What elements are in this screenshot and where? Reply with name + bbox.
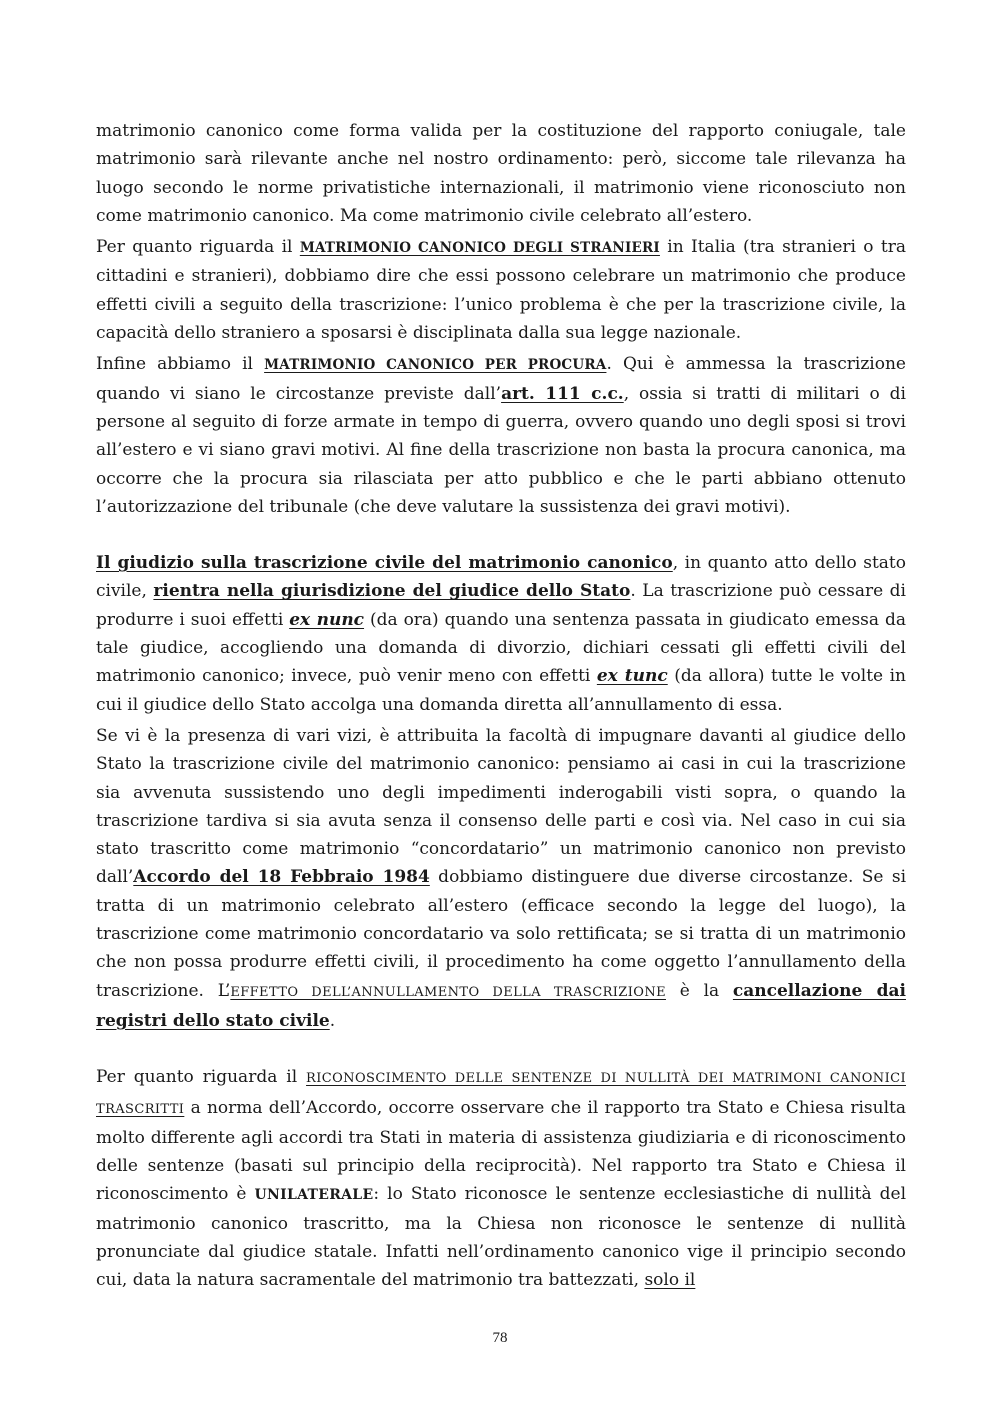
term-unilaterale: UNILATERALE	[254, 1187, 374, 1204]
page-body	[96, 117, 906, 1295]
term-ex-tunc: ex tunc	[596, 666, 668, 687]
paragraph-6: Per quanto riguarda il RICONOSCIMENTO DELLE SENTENZE DI NULLITÀ DEI MATRIMONI CANONICI TRASCRITTI a norma dell’Accordo, occorre osservare che il rapporto tra Stato e Chiesa risulta molto differente agli accordi tra Stati in materia di assistenza giudiziaria e di riconoscimento delle sentenze (basati sul principio della reciprocità). Nel rapporto tra Stato e Chiesa il riconoscimento è UNILATERALE: lo Stato riconosce le sentenze ecclesiastiche di nullità del matrimonio canonico trascritto, ma la Chiesa non riconosce le sentenze di nullità pronunciate dal giudice statale. Infatti nell’ordinamento canonico vige il principio secondo cui, data la natura sacramentale del matrimonio tra battezzati, solo il	[96, 1067, 907, 1291]
paragraph-2: Per quanto riguarda il MATRIMONIO CANONICO DEGLI STRANIERI in Italia (tra stranieri o tra cittadini e stranieri), dobbiamo dire che essi possono celebrare un matrimonio che produce effetti civili a seguito della trascrizione: l’unico problema è che per la trascrizione civile, la capacità dello straniero a sposarsi è disciplinata dalla sua legge nazionale.	[96, 237, 906, 344]
term-matrimonio-stranieri: MATRIMONIO CANONICO DEGLI STRANIERI	[299, 240, 660, 257]
underlined-tail: solo il	[644, 1270, 696, 1291]
article-reference: art. 111 c.c.	[501, 383, 624, 404]
paragraph-1: matrimonio canonico come forma valida per la costituzione del rapporto coniugale, tale matrimonio sarà rilevante anche nel nostro ordinamento: però, siccome tale rilevanza ha luogo secondo le norme privatistiche internazionali, il matrimonio viene riconosciuto non come matrimonio canonico. Ma come matrimonio civile celebrato all’estero.	[96, 121, 906, 226]
term-matrimonio-procura: MATRIMONIO CANONICO PER PROCURA	[264, 357, 607, 374]
term-ex-nunc: ex nunc	[289, 609, 365, 630]
paragraph-3: Infine abbiamo il MATRIMONIO CANONICO PER PROCURA. Qui è ammessa la trascrizione quando vi siano le circostanze previste dall’art. 111 c.c., ossia si tratti di militari o di persone al seguito di forze armate in tempo di guerra, ovvero quando uno degli sposi si trovi all’estero e vi siano gravi motivi. Al fine della trascrizione non basta la procura canonica, ma occorre che la procura sia rilasciata per atto pubblico e che le parti abbiano ottenuto l’autorizzazione del tribunale (che deve valutare la sussistenza dei gravi motivi).	[96, 354, 906, 517]
page-number: 78	[492, 1330, 508, 1346]
term-riconoscimento-sentenze: RICONOSCIMENTO DELLE SENTENZE DI NULLITÀ DEI MATRIMONI CANONICI TRASCRITTI	[96, 1071, 906, 1117]
term-effetto-annullamento: EFFETTO DELL’ANNULLAMENTO DELLA TRASCRIZIONE	[230, 984, 666, 1000]
accordo-reference: Accordo del 18 Febbraio 1984	[133, 867, 430, 888]
section-heading-giudizio: Il giudizio sulla trascrizione civile del matrimonio canonico	[96, 553, 673, 574]
highlight-giurisdizione: rientra nella giurisdizione del giudice dello Stato	[153, 581, 631, 602]
paragraph-5: Se vi è la presenza di vari vizi, è attribuita la facoltà di impugnare davanti al giudice dello Stato la trascrizione civile del matrimonio canonico: pensiamo ai casi in cui la trascrizione sia avvenuta sussistendo uno degli impedimenti inderogabili visti sopra, o quando la trascrizione tardiva si sia avuta senza il consenso delle parti e così via. Nel caso in cui sia stato trascritto come matrimonio “concordatario” un matrimonio canonico non previsto dall’Accordo del 18 Febbraio 1984 dobbiamo distinguere due diverse circostanze. Se si tratta di un matrimonio celebrato all’estero (efficace secondo la legge del luogo), la trascrizione come matrimonio concordatario va solo rettificata; se si tratta di un matrimonio che non possa produrre effetti civili, il procedimento ha come oggetto l’annullamento della trascrizione. L’EFFETTO DELL’ANNULLAMENTO DELLA TRASCRIZIONE è la cancellazione dai registri dello stato civile.	[96, 725, 907, 1031]
highlight-cancellazione: cancellazione dai registri dello stato civile	[96, 980, 906, 1031]
paragraph-4: Il giudizio sulla trascrizione civile del matrimonio canonico, in quanto atto dello stato civile, rientra nella giurisdizione del giudice dello Stato. La trascrizione può cessare di produrre i suoi effetti ex nunc (da ora) quando una sentenza passata in giudicato emessa da tale giudice, accogliendo una domanda di divorzio, dichiari cessati gli effetti civili del matrimonio canonico; invece, può venir meno con effetti ex tunc (da allora) tutte le volte in cui il giudice dello Stato accolga una domanda diretta all’annullamento di essa.	[96, 553, 906, 715]
